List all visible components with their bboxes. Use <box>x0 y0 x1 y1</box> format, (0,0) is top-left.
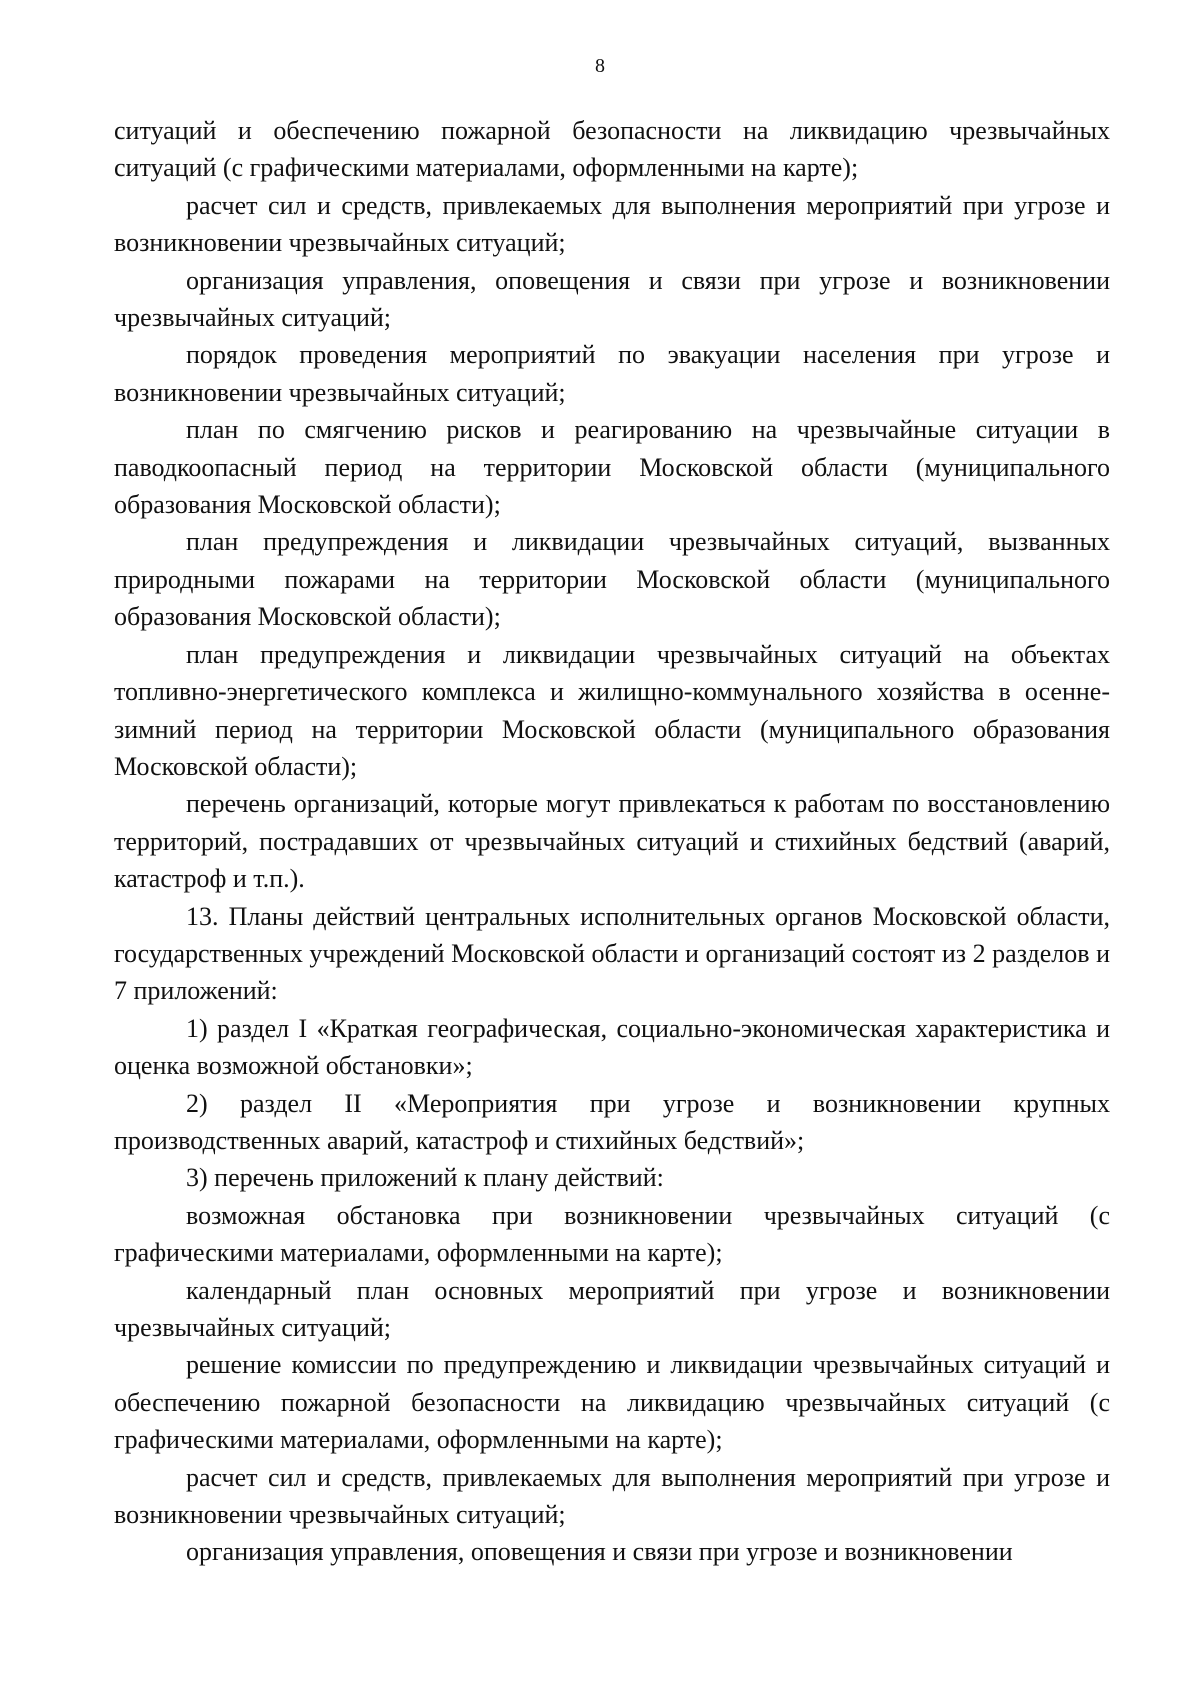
document-body <box>114 112 1110 1571</box>
paragraph-16: расчет сил и средств, привлекаемых для выполнения мероприятий при угрозе и возникновении чрезвычайных ситуаций; <box>114 1462 1110 1530</box>
paragraph-2: расчет сил и средств, привлекаемых для выполнения мероприятий при угрозе и возникновении чрезвычайных ситуаций; <box>114 190 1110 258</box>
paragraph-13: возможная обстановка при возникновении чрезвычайных ситуаций (с графическими материалами, оформленными на карте); <box>114 1200 1110 1268</box>
paragraph-5: план по смягчению рисков и реагированию на чрезвычайные ситуации в паводкоопасный период на территории Московской области (муниципального образования Московской области); <box>114 415 1110 520</box>
page-number: 8 <box>595 55 605 77</box>
paragraph-4: порядок проведения мероприятий по эвакуации населения при угрозе и возникновении чрезвычайных ситуаций; <box>114 340 1110 407</box>
paragraph-8: перечень организаций, которые могут привлекаться к работам по восстановлению территорий, пострадавших от чрезвычайных ситуаций и стихийных бедствий (аварий, катастроф и т.п.). <box>114 789 1110 894</box>
paragraph-9: 13. Планы действий центральных исполнительных органов Московской области, государственных учреждений Московской области и организаций состоят из 2 разделов и 7 приложений: <box>114 901 1110 1006</box>
paragraph-3: организация управления, оповещения и связи при угрозе и возникновении чрезвычайных ситуаций; <box>114 265 1110 333</box>
paragraph-14: календарный план основных мероприятий при угрозе и возникновении чрезвычайных ситуаций; <box>114 1275 1110 1342</box>
paragraph-10: 1) раздел I «Краткая географическая, социально-экономическая характеристика и оценка возможной обстановки»; <box>114 1013 1110 1081</box>
paragraph-12: 3) перечень приложений к плану действий: <box>186 1163 664 1193</box>
paragraph-1: ситуаций и обеспечению пожарной безопасности на ликвидацию чрезвычайных ситуаций (с графическими материалами, оформленными на карте); <box>114 116 1110 183</box>
paragraph-17: организация управления, оповещения и связи при угрозе и возникновении <box>186 1537 1013 1567</box>
paragraph-11: 2) раздел II «Мероприятия при угрозе и возникновении крупных производственных аварий, катастроф и стихийных бедствий»; <box>114 1088 1110 1155</box>
paragraph-6: план предупреждения и ликвидации чрезвычайных ситуаций, вызванных природными пожарами на территории Московской области (муниципального образования Московской области); <box>114 527 1110 632</box>
paragraph-7: план предупреждения и ликвидации чрезвычайных ситуаций на объектах топливно-энергетического комплекса и жилищно-коммунального хозяйства в осенне-зимний период на территории Московской области (муниципального образования Московской области); <box>114 639 1110 781</box>
paragraph-15: решение комиссии по предупреждению и ликвидации чрезвычайных ситуаций и обеспечению пожарной безопасности на ликвидацию чрезвычайных ситуаций (с графическими материалами, оформленными на карте); <box>114 1350 1110 1455</box>
